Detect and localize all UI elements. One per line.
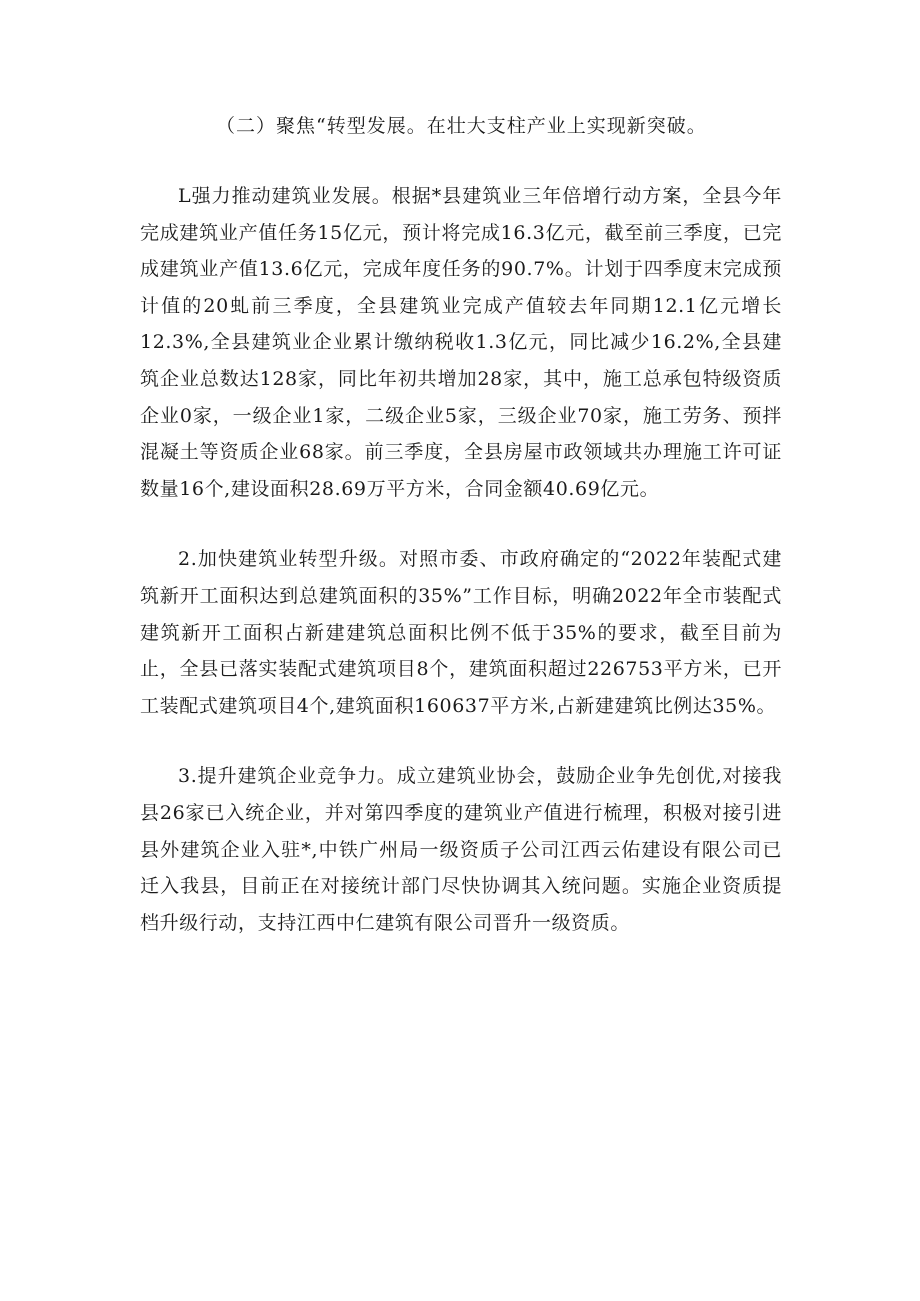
paragraph-construction-development: L强力推动建筑业发展。根据*县建筑业三年倍增行动方案，全县今年完成建筑业产值任务15亿元，预计将完成16.3亿元，截至前三季度，已完成建筑业产值13.6亿元，完成年度任务的90.7%。计划于四季度末完成预计值的20虬前三季度，全县建筑业完成产值较去年同期12.1亿元增长12.3%,全县建筑业企业累计缴纳税收1.3亿元，同比减少16.2%,全县建筑企业总数达128家，同比年初共增加28家，其中，施工总承包特级资质企业0家，一级企业1家，二级企业5家，三级企业70家，施工劳务、预拌混凝土等资质企业68家。前三季度，全县房屋市政领域共办理施工许可证数量16个,建设面积28.69万平方米，合同金额40.69亿元。 — [140, 185, 782, 500]
section-heading: （二）聚焦“转型发展。在壮大支柱产业上实现新突破。 — [216, 115, 707, 137]
paragraph-enterprise-competitiveness: 3.提升建筑企业竞争力。成立建筑业协会，鼓励企业争先创优,对接我县26家已入统企业，并对第四季度的建筑业产值进行梳理，积极对接引进县外建筑企业入驻*,中铁广州局一级资质子公司江西云佑建设有限公司已迁入我县，目前正在对接统计部门尽快协调其入统问题。实施企业资质提档升级行动，支持江西中仁建筑有限公司晋升一级资质。 — [140, 765, 782, 934]
paragraph-transformation-upgrade: 2.加快建筑业转型升级。对照市委、市政府确定的“2022年装配式建筑新开工面积达到总建筑面积的35%”工作目标，明确2022年全市装配式建筑新开工面积占新建建筑总面积比例不低于35%的要求，截至目前为止，全县已落实装配式建筑项目8个，建筑面积超过226753平方米，已开工装配式建筑项目4个,建筑面积160637平方米,占新建建筑比例达35%。 — [140, 548, 782, 717]
